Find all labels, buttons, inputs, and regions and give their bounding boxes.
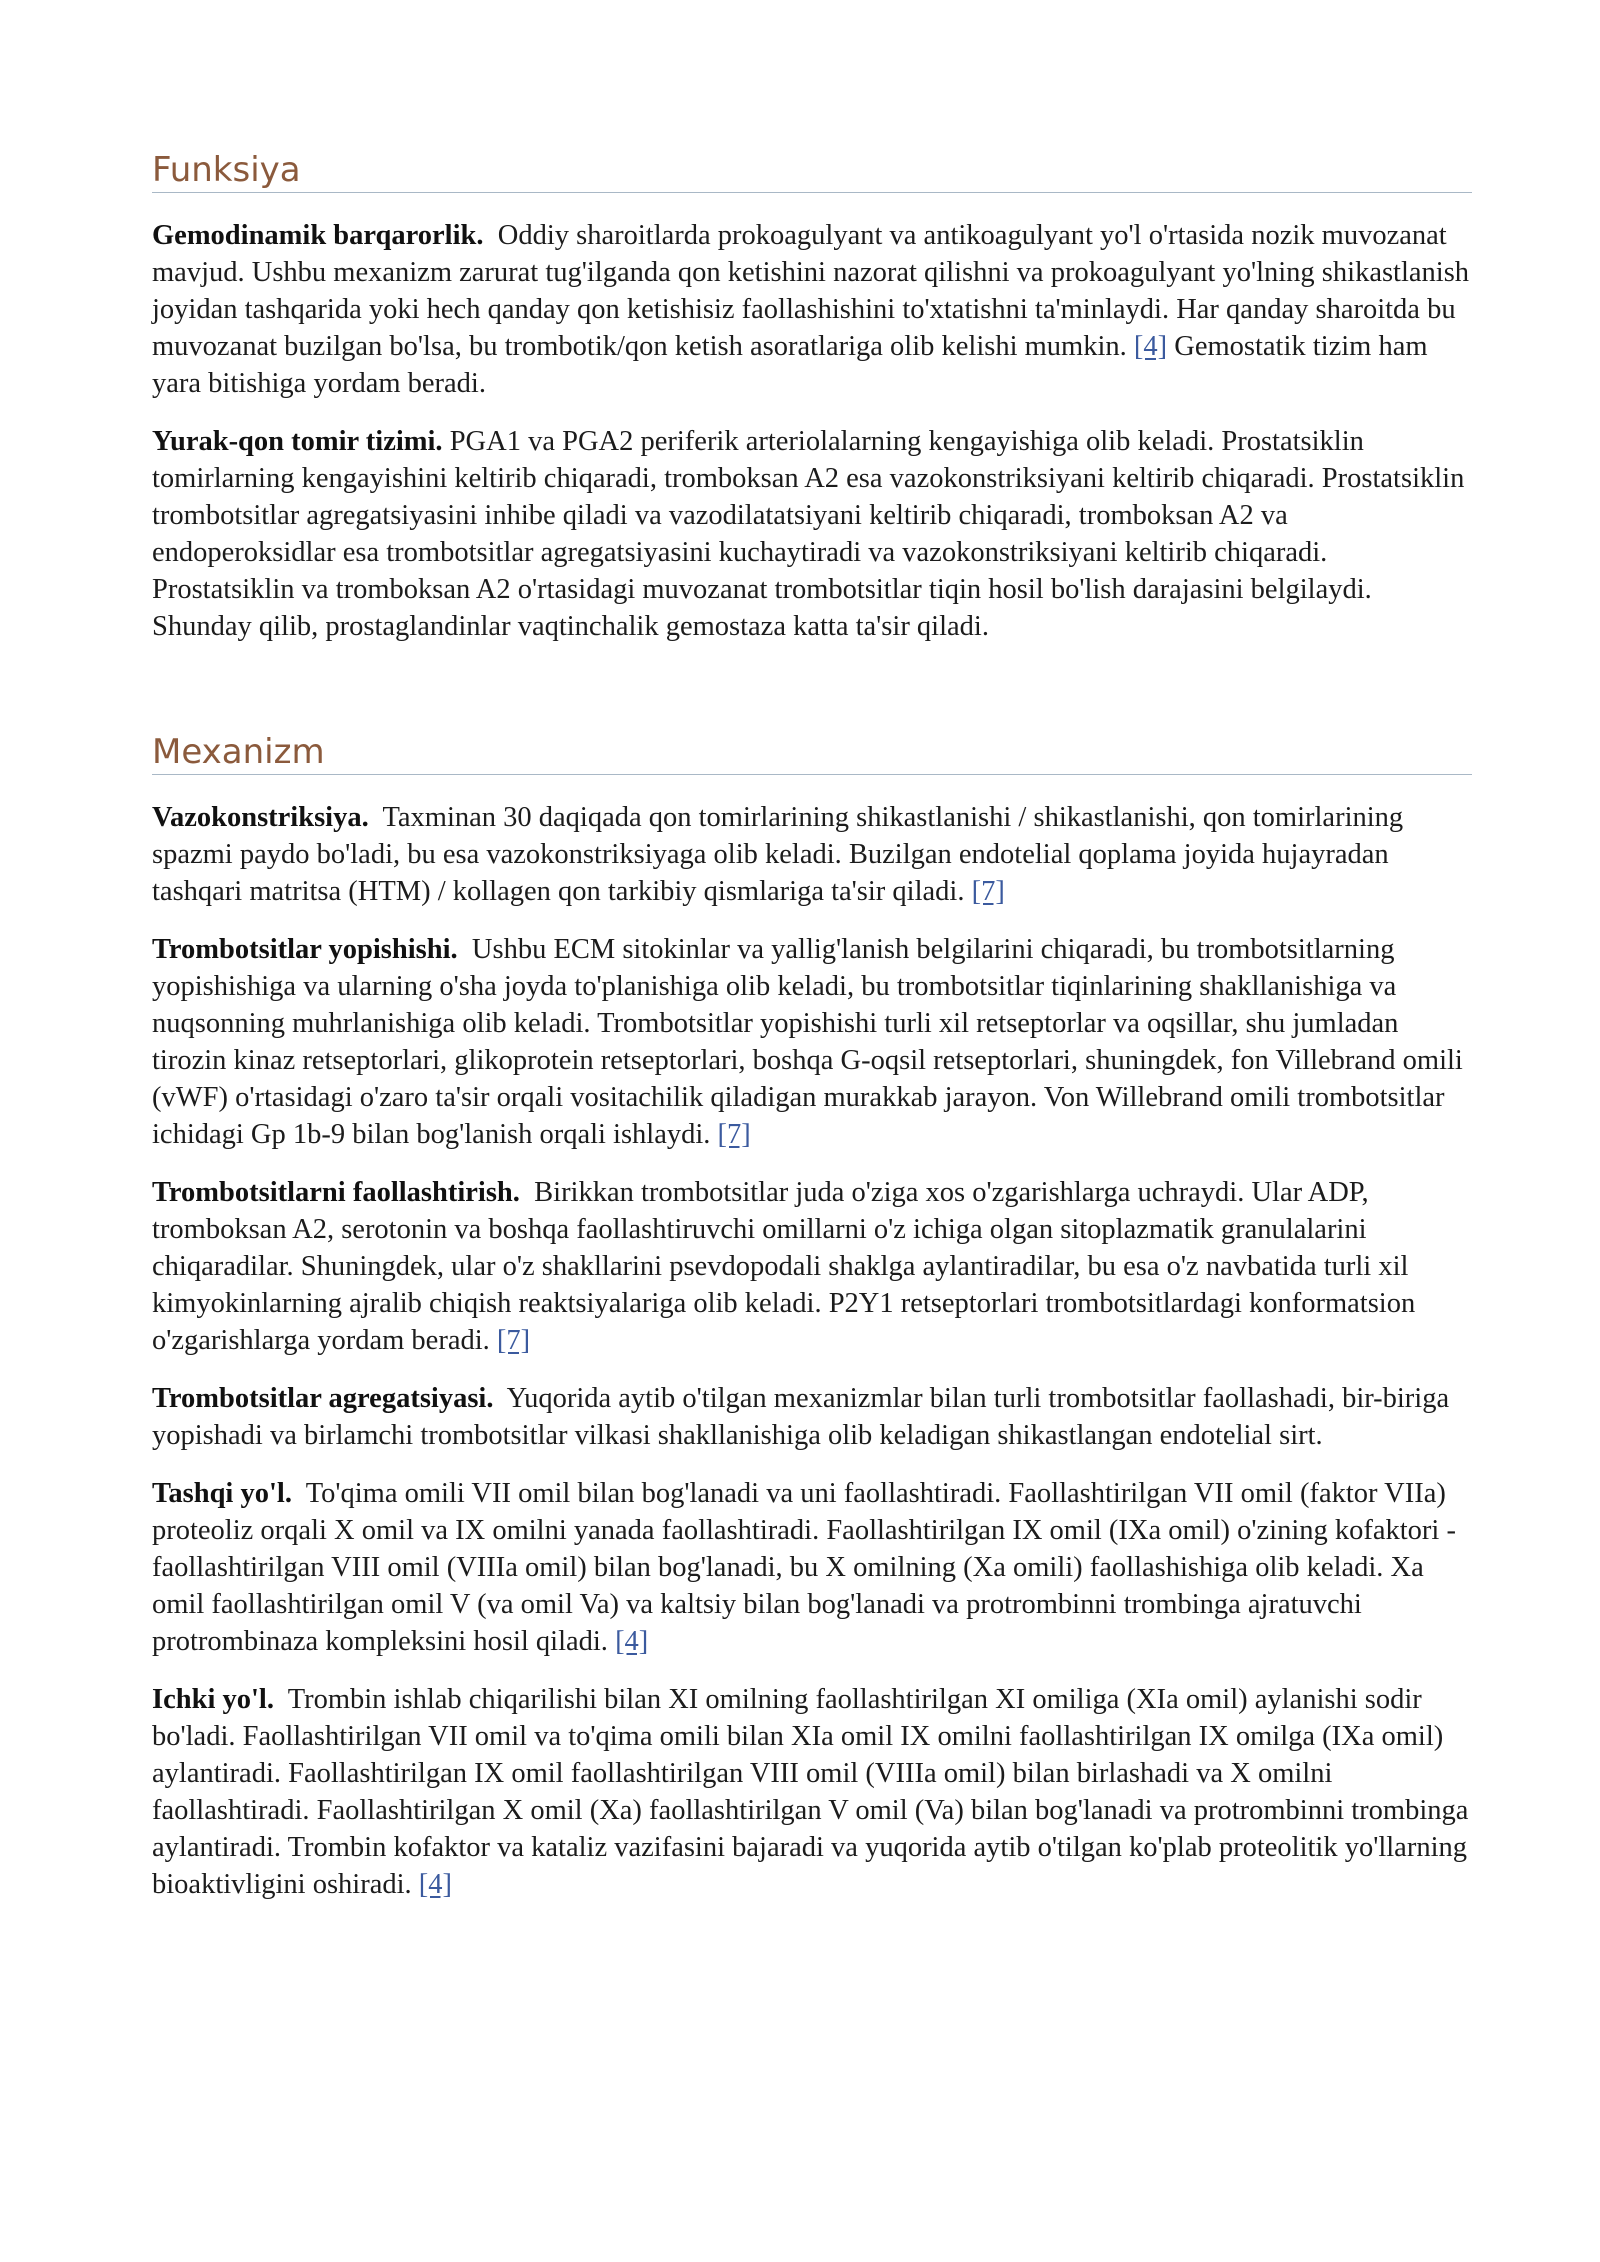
citation-link[interactable]: [4]	[615, 1626, 649, 1657]
paragraph-text: Trombin ishlab chiqarilishi bilan XI omilning faollashtirilgan XI omiliga (XIa omil) aylanishi sodir bo'ladi. Faollashtirilgan VII omil va to'qima omili bilan XIa omil IX omilni faollashtirilgan IX omilga (IXa omil) aylantiradi. Faollashtirilgan IX omil faollashtirilgan VIII omil (VIIIa omil) bilan birlashadi va X omilni faollashtiradi. Faollashtirilgan X omil (Xa) faollashtirilgan V omil (Va) bilan bog'lanadi va protrombinni trombinga aylantiradi. Trombin kofaktor va kataliz vazifasini bajaradi va yuqorida aytib o'tilgan ko'plab proteolitik yo'llarning bioaktivligini oshiradi.	[152, 1684, 1469, 1900]
citation-link[interactable]: [4]	[418, 1869, 453, 1900]
paragraph-text: Ushbu ECM sitokinlar va yallig'lanish belgilarini chiqaradi, bu trombotsitlarning yopishishiga va ularning o'sha joyda to'planishiga olib keladi, bu trombotsitlar tiqinlarining shakllanishiga va nuqsonning muhrlanishiga olib keladi. Trombotsitlar yopishishi turli xil retseptorlar va oqsillar, shu jumladan tirozin kinaz retseptorlari, glikoprotein retseptorlari, boshqa G-oqsil retseptorlari, shuningdek, fon Villebrand omili (vWF) o'rtasidagi o'zaro ta'sir orqali vositachilik qiladigan murakkab jarayon. Von Willebrand omili trombotsitlar ichidagi Gp 1b-9 bilan bog'lanish orqali ishlaydi.	[152, 934, 1463, 1150]
section-heading: Funksiya	[152, 150, 1472, 193]
section-heading: Mexanizm	[152, 732, 1472, 775]
citation-link[interactable]: [7]	[717, 1119, 751, 1150]
section-mexanizm	[152, 666, 1472, 1903]
paragraph-yurak-qon-tomir	[152, 423, 1472, 645]
paragraph-text: Birikkan trombotsitlar juda o'ziga xos o'zgarishlarga uchraydi. Ular ADP, tromboksan A2, serotonin va boshqa faollashtiruvchi omillarni o'z ichiga olgan sitoplazmatik granulalarini chiqaradilar. Shuningdek, ular o'z shakllarini psevdopodali shaklga aylantiradilar, bu esa o'z navbatida turli xil kimyokinlarning ajralib chiqish reaktsiyalariga olib keladi. P2Y1 retseptorlari trombotsitlardagi konformatsion o'zgarishlarga yordam beradi.	[152, 1177, 1416, 1356]
paragraph-lead: Vazokonstriksiya.	[152, 802, 369, 833]
paragraph-lead: Tashqi yo'l.	[152, 1478, 292, 1509]
paragraph-text: To'qima omili VII omil bilan bog'lanadi va uni faollashtiradi. Faollashtirilgan VII omil (faktor VIIa) proteoliz orqali X omil va IX omilni yanada faollashtiradi. Faollashtirilgan IX omil (IXa omil) o'zining kofaktori - faollashtirilgan VIII omil (VIIIa omil) bilan bog'lanadi, bu X omilning (Xa omili) faollashishiga olib keladi. Xa omil faollashtirilgan omil V (va omil Va) va kaltsiy bilan bog'lanadi va protrombinni trombinga ajratuvchi protrombinaza kompleksini hosil qiladi.	[152, 1478, 1456, 1657]
paragraph-lead: Trombotsitlar agregatsiyasi.	[152, 1383, 494, 1414]
paragraph-text: Taxminan 30 daqiqada qon tomirlarining shikastlanishi / shikastlanishi, qon tomirlarining spazmi paydo bo'ladi, bu esa vazokonstriksiyaga olib keladi. Buzilgan endotelial qoplama joyida hujayradan tashqari matritsa (HTM) / kollagen qon tarkibiy qismlariga ta'sir qiladi.	[152, 802, 1404, 907]
paragraph-text: PGA1 va PGA2 periferik arteriolalarning kengayishiga olib keladi. Prostatsiklin tomirlarning kengayishini keltirib chiqaradi, tromboksan A2 esa vazokonstriksiyani keltirib chiqaradi. Prostatsiklin trombotsitlar agregatsiyasini inhibe qiladi va vazodilatatsiyani keltirib chiqaradi, tromboksan A2 va endoperoksidlar esa trombotsitlar agregatsiyasini kuchaytiradi va vazokonstriksiyani keltirib chiqaradi. Prostatsiklin va tromboksan A2 o'rtasidagi muvozanat trombotsitlar tiqin hosil bo'lish darajasini belgilaydi. Shunday qilib, prostaglandinlar vaqtinchalik gemostaza katta ta'sir qiladi.	[152, 426, 1465, 642]
paragraph-trombotsitlarni-faollashtirish	[152, 1174, 1472, 1359]
paragraph-lead: Ichki yo'l.	[152, 1684, 274, 1715]
paragraph-lead: Trombotsitlarni faollashtirish.	[152, 1177, 520, 1208]
paragraph-lead: Gemodinamik barqarorlik.	[152, 220, 484, 251]
section-funksiya	[152, 0, 1472, 645]
paragraph-trombotsitlar-agregatsiyasi	[152, 1380, 1472, 1454]
paragraph-ichki-yol	[152, 1681, 1472, 1903]
paragraph-text: Oddiy sharoitlarda prokoagulyant va antikoagulyant yo'l o'rtasida nozik muvozanat mavjud. Ushbu mexanizm zarurat tug'ilganda qon ketishini nazorat qilishni va prokoagulyant yo'lning shikastlanish joyidan tashqarida yoki hech qanday qon ketishisiz faollashishini to'xtatishni ta'minlaydi. Har qanday sharoitda bu muvozanat buzilgan bo'lsa, bu trombotik/qon ketish asoratlariga olib kelishi mumkin.	[152, 220, 1470, 362]
paragraph-vazokonstriksiya	[152, 799, 1472, 910]
paragraph-tashqi-yol	[152, 1475, 1472, 1660]
paragraph-lead: Yurak-qon tomir tizimi.	[152, 426, 443, 457]
paragraph-text-after: Gemostatik tizim ham yara bitishiga yordam beradi.	[152, 331, 1428, 399]
paragraph-trombotsitlar-yopishishi	[152, 931, 1472, 1153]
paragraph-gemodinamik-barqarorlik	[152, 217, 1472, 402]
document-page	[152, 0, 1472, 1924]
paragraph-lead: Trombotsitlar yopishishi.	[152, 934, 458, 965]
paragraph-text: Yuqorida aytib o'tilgan mexanizmlar bilan turli trombotsitlar faollashadi, bir-biriga yopishadi va birlamchi trombotsitlar vilkasi shakllanishiga olib keladigan shikastlangan endotelial sirt.	[152, 1383, 1450, 1451]
citation-link[interactable]: [4]	[1133, 331, 1168, 362]
citation-link[interactable]: [7]	[971, 876, 1005, 907]
citation-link[interactable]: [7]	[496, 1325, 531, 1356]
